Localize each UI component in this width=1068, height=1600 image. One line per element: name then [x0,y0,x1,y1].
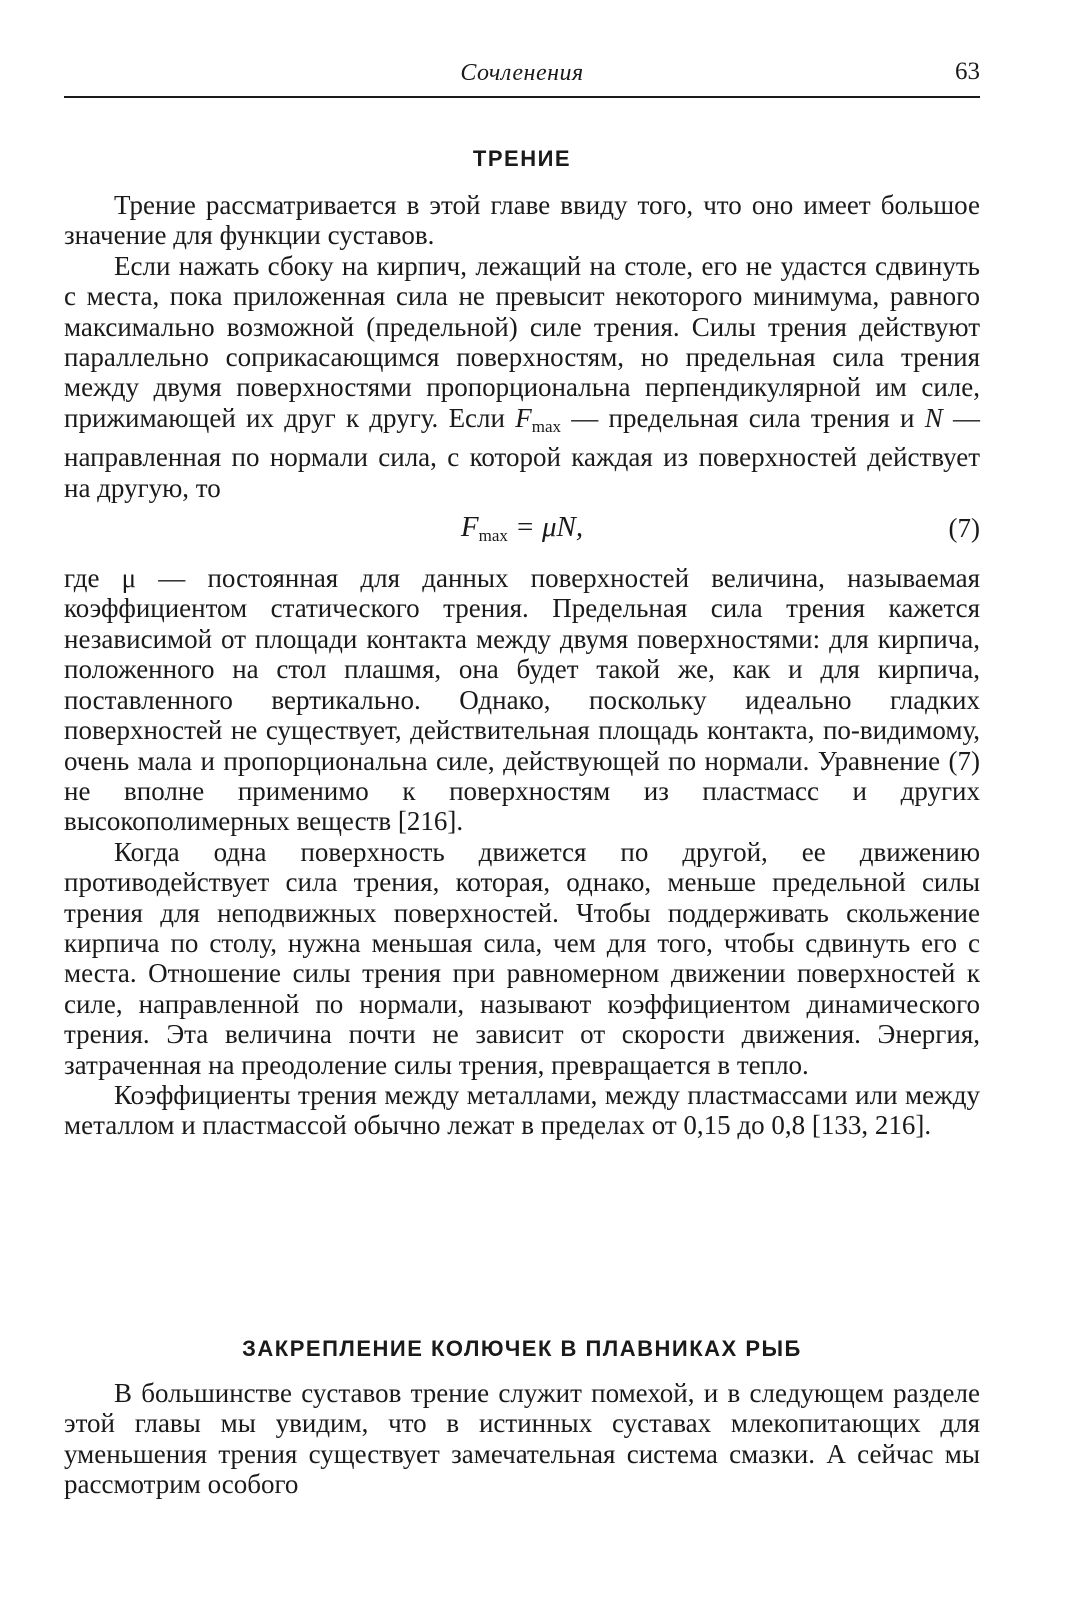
paragraph-2-end: — направленная по нормали сила, с которой каждая из поверхностей действует на другую, то [64,402,981,503]
equation-lhs-subscript: max [478,526,508,546]
section-body-fish-spines [64,1378,980,1500]
equation-number: (7) [948,513,980,544]
paragraph-2-mid: — предельная сила трения и [561,402,925,433]
equation-body [64,511,980,546]
symbol-f: F [515,402,532,433]
running-header [64,56,980,98]
paragraph-2-text: Если нажать сбоку на кирпич, лежащий на столе, его не удастся сдвинуть с места, пока приложенная сила не превысит некоторого минимума, равного максимально возможной (предельной) силе трения. Силы трения действуют параллельно соприкасающимся поверхностям, но предельная сила трения между двумя поверхностями пропорциональна перпендикулярной им силе, прижимающей их друг к другу. Если [64,250,980,433]
paragraph-2 [64,251,980,503]
section-heading-friction: ТРЕНИЕ [472,146,572,171]
section-body-friction [64,190,980,1141]
equation-rhs: = μN, [507,511,584,544]
running-title: Сочленения [460,60,584,86]
symbol-n: N [924,402,943,433]
paragraph-5: Коэффициенты трения между металлами, между пластмассами или между металлом и пластмассой обычно лежат в пределах от 0,15 до 0,8 [133, 216]. [64,1079,980,1141]
page-number: 63 [955,58,980,85]
equation-lhs: F [460,511,479,544]
paragraph-6: В большинстве суставов трение служит помехой, и в следующем разделе этой главы мы увидим, что в истинных суставах млекопитающих для уменьшения трения существует замечательная система смазки. А сейчас мы рассмотрим особого [64,1378,980,1500]
section-heading-fish-spines: ЗАКРЕПЛЕНИЕ КОЛЮЧЕК В ПЛАВНИКАХ РЫБ [242,1336,802,1361]
paragraph-4: Когда одна поверхность движется по другой, ее движению противодействует сила трения, которая, однако, меньше предельной силы трения для неподвижных поверхностей. Чтобы поддерживать скольжение кирпича по столу, нужна меньшая сила, чем для того, чтобы сдвинуть его с места. Отношение силы трения при равномерном движении поверхностей к силе, направленной по нормали, называют коэффициентом динамического трения. Эта величина почти не зависит от скорости движения. Энергия, затраченная на преодоление силы трения, превращается в тепло. [64,836,980,1080]
paragraph-3: где μ — постоянная для данных поверхностей величина, называемая коэффициентом статического трения. Предельная сила трения кажется независимой от площади контакта между двумя поверхностями: для кирпича, положенного на стол плашмя, она будет такой же, как и для кирпича, поставленного вертикально. Однако, поскольку идеально гладких поверхностей не существует, действительная площадь контакта, по-видимому, очень мала и пропорциональна силе, действующей по нормали. Уравнение (7) не вполне применимо к поверхностям из пластмасс и других высокополимерных веществ [216]. [64,563,980,837]
paragraph-1: Трение рассматривается в этой главе ввиду того, что оно имеет большое значение для функции суставов. [64,190,980,251]
symbol-f-subscript: max [531,416,562,436]
equation-7 [64,503,980,563]
